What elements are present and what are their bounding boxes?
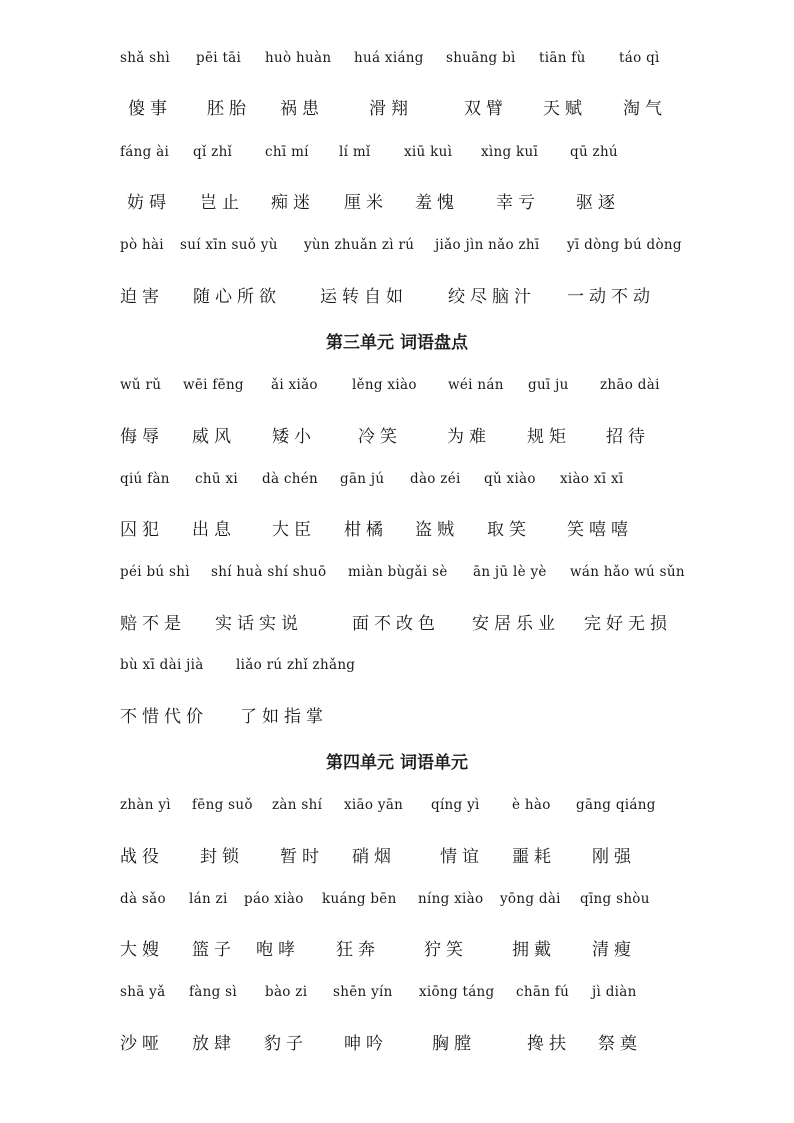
pinyin-word: kuáng bēn (322, 891, 397, 907)
pinyin-word: guī ju (528, 377, 569, 393)
pinyin-word: xìng kuī (481, 144, 539, 160)
hanzi-row (0, 282, 794, 312)
hanzi-word: 噩耗 (512, 847, 556, 867)
pinyin-word: qū zhú (570, 144, 618, 160)
hanzi-word: 冷笑 (358, 427, 402, 447)
pinyin-word: shā yǎ (120, 984, 166, 1000)
pinyin-word: yōng dài (500, 891, 561, 907)
pinyin-word: ān jū lè yè (473, 564, 547, 580)
hanzi-word: 狞笑 (424, 940, 468, 960)
hanzi-word: 一动不动 (567, 287, 655, 307)
pinyin-row (0, 891, 794, 921)
hanzi-word: 狂奔 (336, 940, 380, 960)
hanzi-word: 祸患 (280, 99, 324, 119)
pinyin-word: pēi tāi (196, 50, 242, 66)
hanzi-word: 威风 (192, 427, 236, 447)
pinyin-word: yī dòng bú dòng (567, 237, 682, 253)
pinyin-word: táo qì (619, 50, 660, 66)
hanzi-word: 清瘦 (592, 940, 636, 960)
hanzi-word: 大嫂 (120, 940, 164, 960)
pinyin-word: níng xiào (418, 891, 484, 907)
hanzi-word: 随心所欲 (193, 287, 281, 307)
hanzi-word: 了如指掌 (240, 707, 328, 727)
hanzi-word: 迫害 (120, 287, 164, 307)
section-heading: 第三单元 词语盘点 (326, 333, 468, 353)
pinyin-word: è hào (512, 797, 551, 813)
hanzi-word: 暂时 (280, 847, 324, 867)
pinyin-word: fàng sì (189, 984, 238, 1000)
hanzi-row (0, 935, 794, 965)
hanzi-word: 篮子 (192, 940, 236, 960)
pinyin-word: fēng suǒ (192, 797, 253, 813)
hanzi-word: 战役 (120, 847, 164, 867)
pinyin-word: zhàn yì (120, 797, 171, 813)
pinyin-word: gān jú (340, 471, 385, 487)
hanzi-row (0, 422, 794, 452)
pinyin-word: shēn yín (333, 984, 393, 1000)
hanzi-word: 面不改色 (352, 614, 440, 634)
pinyin-row (0, 377, 794, 407)
hanzi-word: 矮小 (272, 427, 316, 447)
hanzi-word: 祭奠 (598, 1034, 642, 1054)
pinyin-word: qíng yì (431, 797, 480, 813)
pinyin-row (0, 471, 794, 501)
pinyin-row (0, 984, 794, 1014)
pinyin-word: lán zi (189, 891, 228, 907)
hanzi-word: 双臂 (464, 99, 508, 119)
pinyin-word: zàn shí (272, 797, 323, 813)
hanzi-word: 豹子 (264, 1034, 308, 1054)
pinyin-word: shuāng bì (446, 50, 516, 66)
hanzi-word: 滑翔 (369, 99, 413, 119)
hanzi-word: 盗贼 (415, 520, 459, 540)
pinyin-row (0, 237, 794, 267)
hanzi-word: 搀扶 (527, 1034, 571, 1054)
section-heading: 第四单元 词语单元 (326, 753, 468, 773)
pinyin-row (0, 657, 794, 687)
pinyin-row (0, 564, 794, 594)
hanzi-word: 羞愧 (415, 193, 459, 213)
hanzi-word: 硝烟 (352, 847, 396, 867)
pinyin-word: qǔ xiào (484, 471, 536, 487)
pinyin-word: dào zéi (410, 471, 461, 487)
hanzi-word: 取笑 (487, 520, 531, 540)
pinyin-word: huá xiáng (354, 50, 424, 66)
hanzi-row (0, 94, 794, 124)
hanzi-word: 放肆 (192, 1034, 236, 1054)
hanzi-word: 天赋 (543, 99, 587, 119)
hanzi-word: 囚犯 (120, 520, 164, 540)
hanzi-word: 招待 (606, 427, 650, 447)
hanzi-word: 出息 (192, 520, 236, 540)
hanzi-word: 岂止 (200, 193, 244, 213)
pinyin-word: dà sǎo (120, 891, 166, 907)
pinyin-word: lěng xiào (352, 377, 417, 393)
hanzi-word: 胚胎 (207, 99, 251, 119)
pinyin-word: páo xiào (244, 891, 304, 907)
pinyin-word: bù xī dài jià (120, 657, 204, 673)
pinyin-row (0, 797, 794, 827)
pinyin-word: zhāo dài (600, 377, 660, 393)
hanzi-row (0, 188, 794, 218)
pinyin-word: péi bú shì (120, 564, 190, 580)
pinyin-word: jì diàn (592, 984, 637, 1000)
hanzi-word: 胸膛 (432, 1034, 476, 1054)
hanzi-word: 赔不是 (120, 614, 186, 634)
pinyin-word: shǎ shì (120, 50, 171, 66)
hanzi-row (0, 842, 794, 872)
pinyin-word: chān fú (516, 984, 570, 1000)
hanzi-word: 安居乐业 (472, 614, 560, 634)
pinyin-word: yùn zhuǎn zì rú (304, 237, 415, 253)
hanzi-row (0, 702, 794, 732)
hanzi-word: 大臣 (272, 520, 316, 540)
hanzi-row (0, 515, 794, 545)
hanzi-word: 痴迷 (271, 193, 315, 213)
hanzi-word: 拥戴 (512, 940, 556, 960)
pinyin-word: qiú fàn (120, 471, 170, 487)
hanzi-word: 规矩 (527, 427, 571, 447)
hanzi-row (0, 609, 794, 639)
pinyin-word: fáng ài (120, 144, 170, 160)
hanzi-word: 呻吟 (344, 1034, 388, 1054)
pinyin-word: lí mǐ (339, 144, 371, 160)
pinyin-row (0, 50, 794, 80)
pinyin-word: xiāo yān (344, 797, 404, 813)
pinyin-word: shí huà shí shuō (211, 564, 327, 580)
hanzi-word: 刚强 (592, 847, 636, 867)
pinyin-word: xiōng táng (419, 984, 495, 1000)
pinyin-word: ǎi xiǎo (271, 377, 318, 393)
hanzi-word: 妨碍 (127, 193, 171, 213)
pinyin-word: bào zi (265, 984, 308, 1000)
pinyin-word: gāng qiáng (576, 797, 656, 813)
hanzi-word: 不惜代价 (120, 707, 208, 727)
pinyin-word: qǐ zhǐ (193, 144, 233, 160)
hanzi-word: 绞尽脑汁 (448, 287, 536, 307)
pinyin-word: liǎo rú zhǐ zhǎng (236, 657, 356, 673)
pinyin-word: suí xīn suǒ yù (180, 237, 278, 253)
hanzi-word: 幸亏 (496, 193, 540, 213)
pinyin-word: huò huàn (265, 50, 332, 66)
pinyin-word: wēi fēng (183, 377, 244, 393)
pinyin-word: wǔ rǔ (120, 377, 162, 393)
pinyin-word: tiān fù (539, 50, 586, 66)
pinyin-word: xiào xī xī (560, 471, 624, 487)
hanzi-word: 驱逐 (576, 193, 620, 213)
hanzi-word: 笑嘻嘻 (567, 520, 633, 540)
hanzi-word: 情谊 (440, 847, 484, 867)
hanzi-word: 沙哑 (120, 1034, 164, 1054)
pinyin-word: miàn bùgǎi sè (348, 564, 448, 580)
hanzi-word: 淘气 (623, 99, 667, 119)
pinyin-word: chī mí (265, 144, 309, 160)
hanzi-row (0, 1029, 794, 1059)
pinyin-word: wéi nán (448, 377, 504, 393)
pinyin-word: qīng shòu (580, 891, 650, 907)
hanzi-word: 侮辱 (120, 427, 164, 447)
pinyin-word: dà chén (262, 471, 319, 487)
pinyin-word: xiū kuì (404, 144, 453, 160)
pinyin-word: chū xi (195, 471, 238, 487)
hanzi-word: 咆哮 (256, 940, 300, 960)
pinyin-word: jiǎo jìn nǎo zhī (435, 237, 540, 253)
hanzi-word: 实话实说 (215, 614, 303, 634)
pinyin-word: pò hài (120, 237, 164, 253)
pinyin-row (0, 144, 794, 174)
hanzi-word: 封锁 (200, 847, 244, 867)
hanzi-word: 柑橘 (344, 520, 388, 540)
hanzi-word: 为难 (447, 427, 491, 447)
hanzi-word: 运转自如 (320, 287, 408, 307)
pinyin-word: wán hǎo wú sǔn (570, 564, 685, 580)
hanzi-word: 完好无损 (584, 614, 672, 634)
hanzi-word: 傻事 (128, 99, 172, 119)
hanzi-word: 厘米 (344, 193, 388, 213)
